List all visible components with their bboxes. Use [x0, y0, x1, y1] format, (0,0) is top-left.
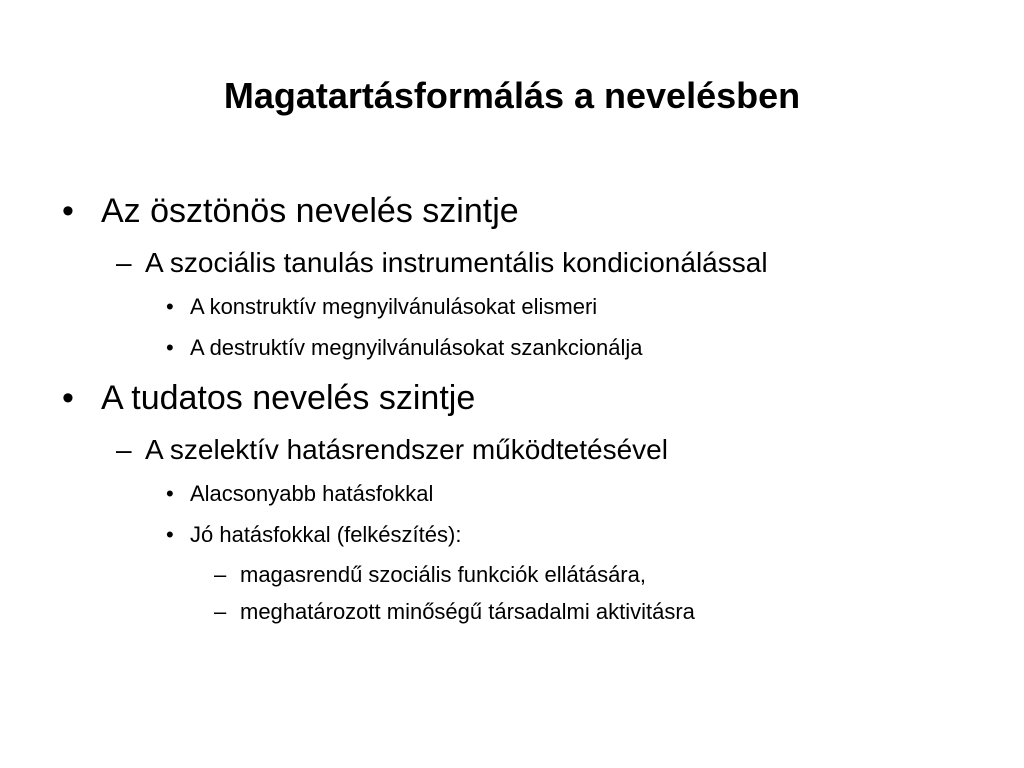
bullet-marker: • — [62, 192, 74, 230]
bullet-text: A szelektív hatásrendszer működtetésével — [145, 434, 668, 465]
bullet-text: A konstruktív megnyilvánulásokat elismeri — [190, 294, 598, 319]
bullet-text: A szociális tanulás instrumentális kondicionálással — [145, 247, 768, 278]
bullet-text: Jó hatásfokkal (felkészítés): — [190, 522, 462, 547]
bullet-text: A tudatos nevelés szintje — [101, 379, 476, 417]
bullet-marker: • — [166, 294, 174, 319]
slide-title: Magatartásformálás a nevelésben — [223, 75, 801, 116]
dash-marker: – — [116, 434, 132, 465]
bullet-text: meghatározott minőségű társadalmi aktivitásra — [240, 599, 695, 624]
bullet-marker: • — [62, 379, 74, 417]
bullet-text: Alacsonyabb hatásfokkal — [190, 481, 434, 506]
dash-marker: – — [214, 599, 227, 624]
bullet-text: magasrendű szociális funkciók ellátására, — [240, 562, 646, 587]
bullet-text: Az ösztönös nevelés szintje — [101, 192, 519, 230]
bullet-text: A destruktív megnyilvánulásokat szankcionálja — [190, 335, 643, 360]
bullet-marker: • — [166, 335, 174, 360]
dash-marker: – — [116, 247, 132, 278]
bullet-marker: • — [166, 481, 174, 506]
bullet-marker: • — [166, 522, 174, 547]
dash-marker: – — [214, 562, 227, 587]
